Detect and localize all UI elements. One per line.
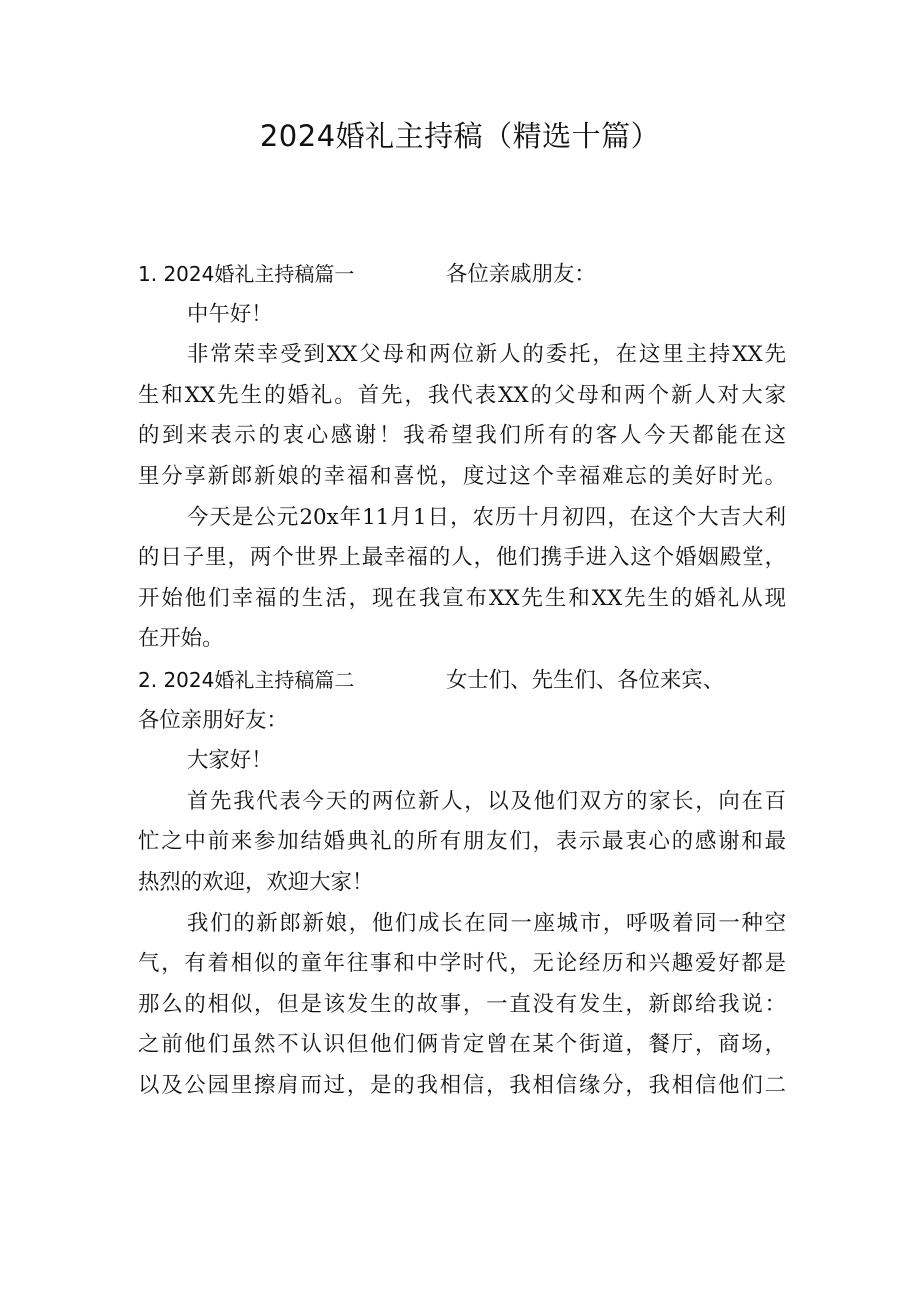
paragraph-line: 那么的相似，但是该发生的故事，一直没有发生，新郎给我说： (138, 991, 786, 1017)
paragraph-line: 非常荣幸受到XX父母和两位新人的委托，在这里主持XX先 (187, 342, 786, 368)
document-body (138, 254, 786, 1106)
paragraph-line: 的日子里，两个世界上最幸福的人，他们携手进入这个婚姻殿堂， (138, 545, 786, 571)
paragraph-line: 忙之中前来参加结婚典礼的所有朋友们，表示最衷心的感谢和最 (138, 829, 786, 855)
paragraph-line: 里分享新郎新娘的幸福和喜悦，度过这个幸福难忘的美好时光。 (138, 463, 786, 489)
paragraph-line: 生和XX先生的婚礼。首先，我代表XX的父母和两个新人对大家 (138, 382, 786, 408)
paragraph-line: 中午好！ (187, 301, 273, 327)
paragraph-line: 我们的新郎新娘，他们成长在同一座城市，呼吸着同一种空 (187, 910, 786, 936)
section-heading-1 (138, 254, 786, 295)
paragraph-line: 的到来表示的衷心感谢！我希望我们所有的客人今天都能在这 (138, 423, 786, 449)
paragraph-line: 以及公园里擦肩而过，是的我相信，我相信缘分，我相信他们二 (138, 1072, 786, 1098)
section-heading-tail: 女士们、先生们、各位来宾、 (446, 667, 725, 693)
paragraph-line: 在开始。 (138, 626, 224, 652)
section-heading-tail: 各位亲戚朋友： (446, 262, 596, 287)
document-title: 2024婚礼主持稿（精选十篇） (259, 119, 661, 153)
paragraph-line: 大家好！ (187, 748, 273, 774)
paragraph-line: 首先我代表今天的两位新人，以及他们双方的家长，向在百 (187, 788, 786, 814)
paragraph-line: 开始他们幸福的生活，现在我宣布XX先生和XX先生的婚礼从现 (138, 585, 786, 611)
paragraph-line: 热烈的欢迎，欢迎大家！ (138, 869, 374, 895)
section-heading-label: 2. 2024婚礼主持稿篇二 (138, 667, 355, 692)
paragraph-line: 气，有着相似的童年往事和中学时代，无论经历和兴趣爱好都是 (138, 951, 786, 977)
section-heading-2 (138, 660, 786, 701)
paragraph-line: 今天是公元20x年11月1日，农历十月初四，在这个大吉大利 (187, 504, 786, 530)
section-heading-label: 1. 2024婚礼主持稿篇一 (138, 262, 355, 286)
paragraph-line: 之前他们虽然不认识但他们俩肯定曾在某个街道，餐厅，商场， (138, 1032, 786, 1058)
paragraph-line: 各位亲朋好友： (138, 707, 288, 733)
